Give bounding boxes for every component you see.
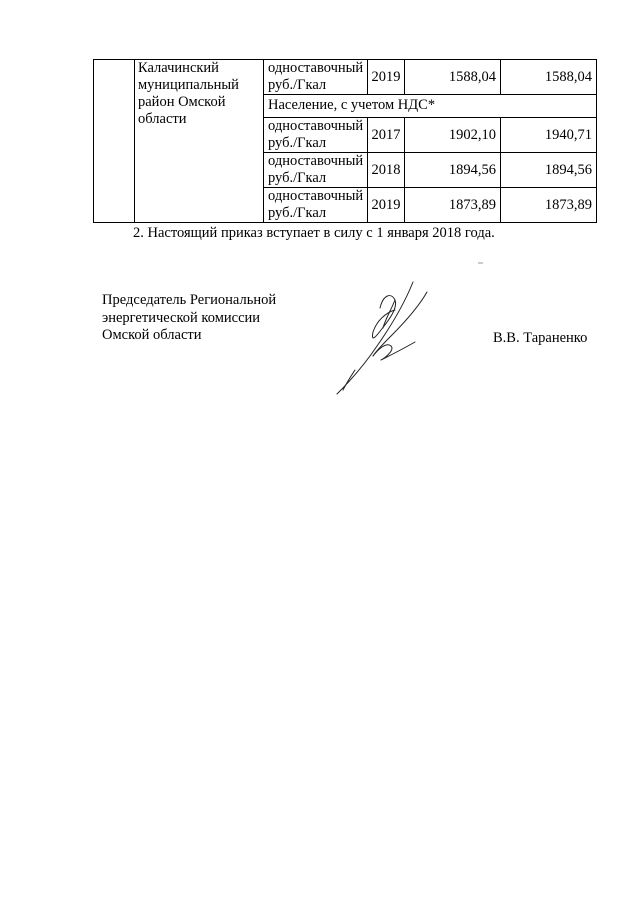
scan-artifact [478,262,483,264]
tariff-type-cell: одноставочный руб./Гкал [264,153,368,188]
effective-date-paragraph: 2. Настоящий приказ вступает в силу с 1 января 2018 года. [133,225,495,241]
year-cell: 2019 [368,60,405,95]
tariff-type-cell: одноставочный руб./Гкал [264,188,368,223]
value-cell: 1588,04 [405,60,501,95]
tariff-type-cell: одноставочный руб./Гкал [264,118,368,153]
signer-title [102,292,276,345]
signer-title-line: Председатель Региональной [102,292,277,308]
year-cell: 2017 [368,118,405,153]
value-cell: 1894,56 [501,153,597,188]
group-header-cell: Население, с учетом НДС* [264,95,597,118]
year-cell: 2019 [368,188,405,223]
row-number-cell [94,60,135,223]
signer-title-line: энергетической комиссии [102,309,261,326]
handwritten-signature [325,270,445,400]
year-cell: 2018 [368,153,405,188]
tariff-table [93,59,597,223]
table-row [94,60,597,95]
value-cell: 1902,10 [405,118,501,153]
signer-title-line: Омской области [102,327,202,343]
value-cell: 1940,71 [501,118,597,153]
value-cell: 1894,56 [405,153,501,188]
signer-name: В.В. Тараненко [493,330,588,346]
value-cell: 1873,89 [501,188,597,223]
district-cell: Калачинский муниципальный район Омской области [135,60,264,223]
value-cell: 1588,04 [501,60,597,95]
value-cell: 1873,89 [405,188,501,223]
tariff-type-cell: одноставочный руб./Гкал [264,60,368,95]
